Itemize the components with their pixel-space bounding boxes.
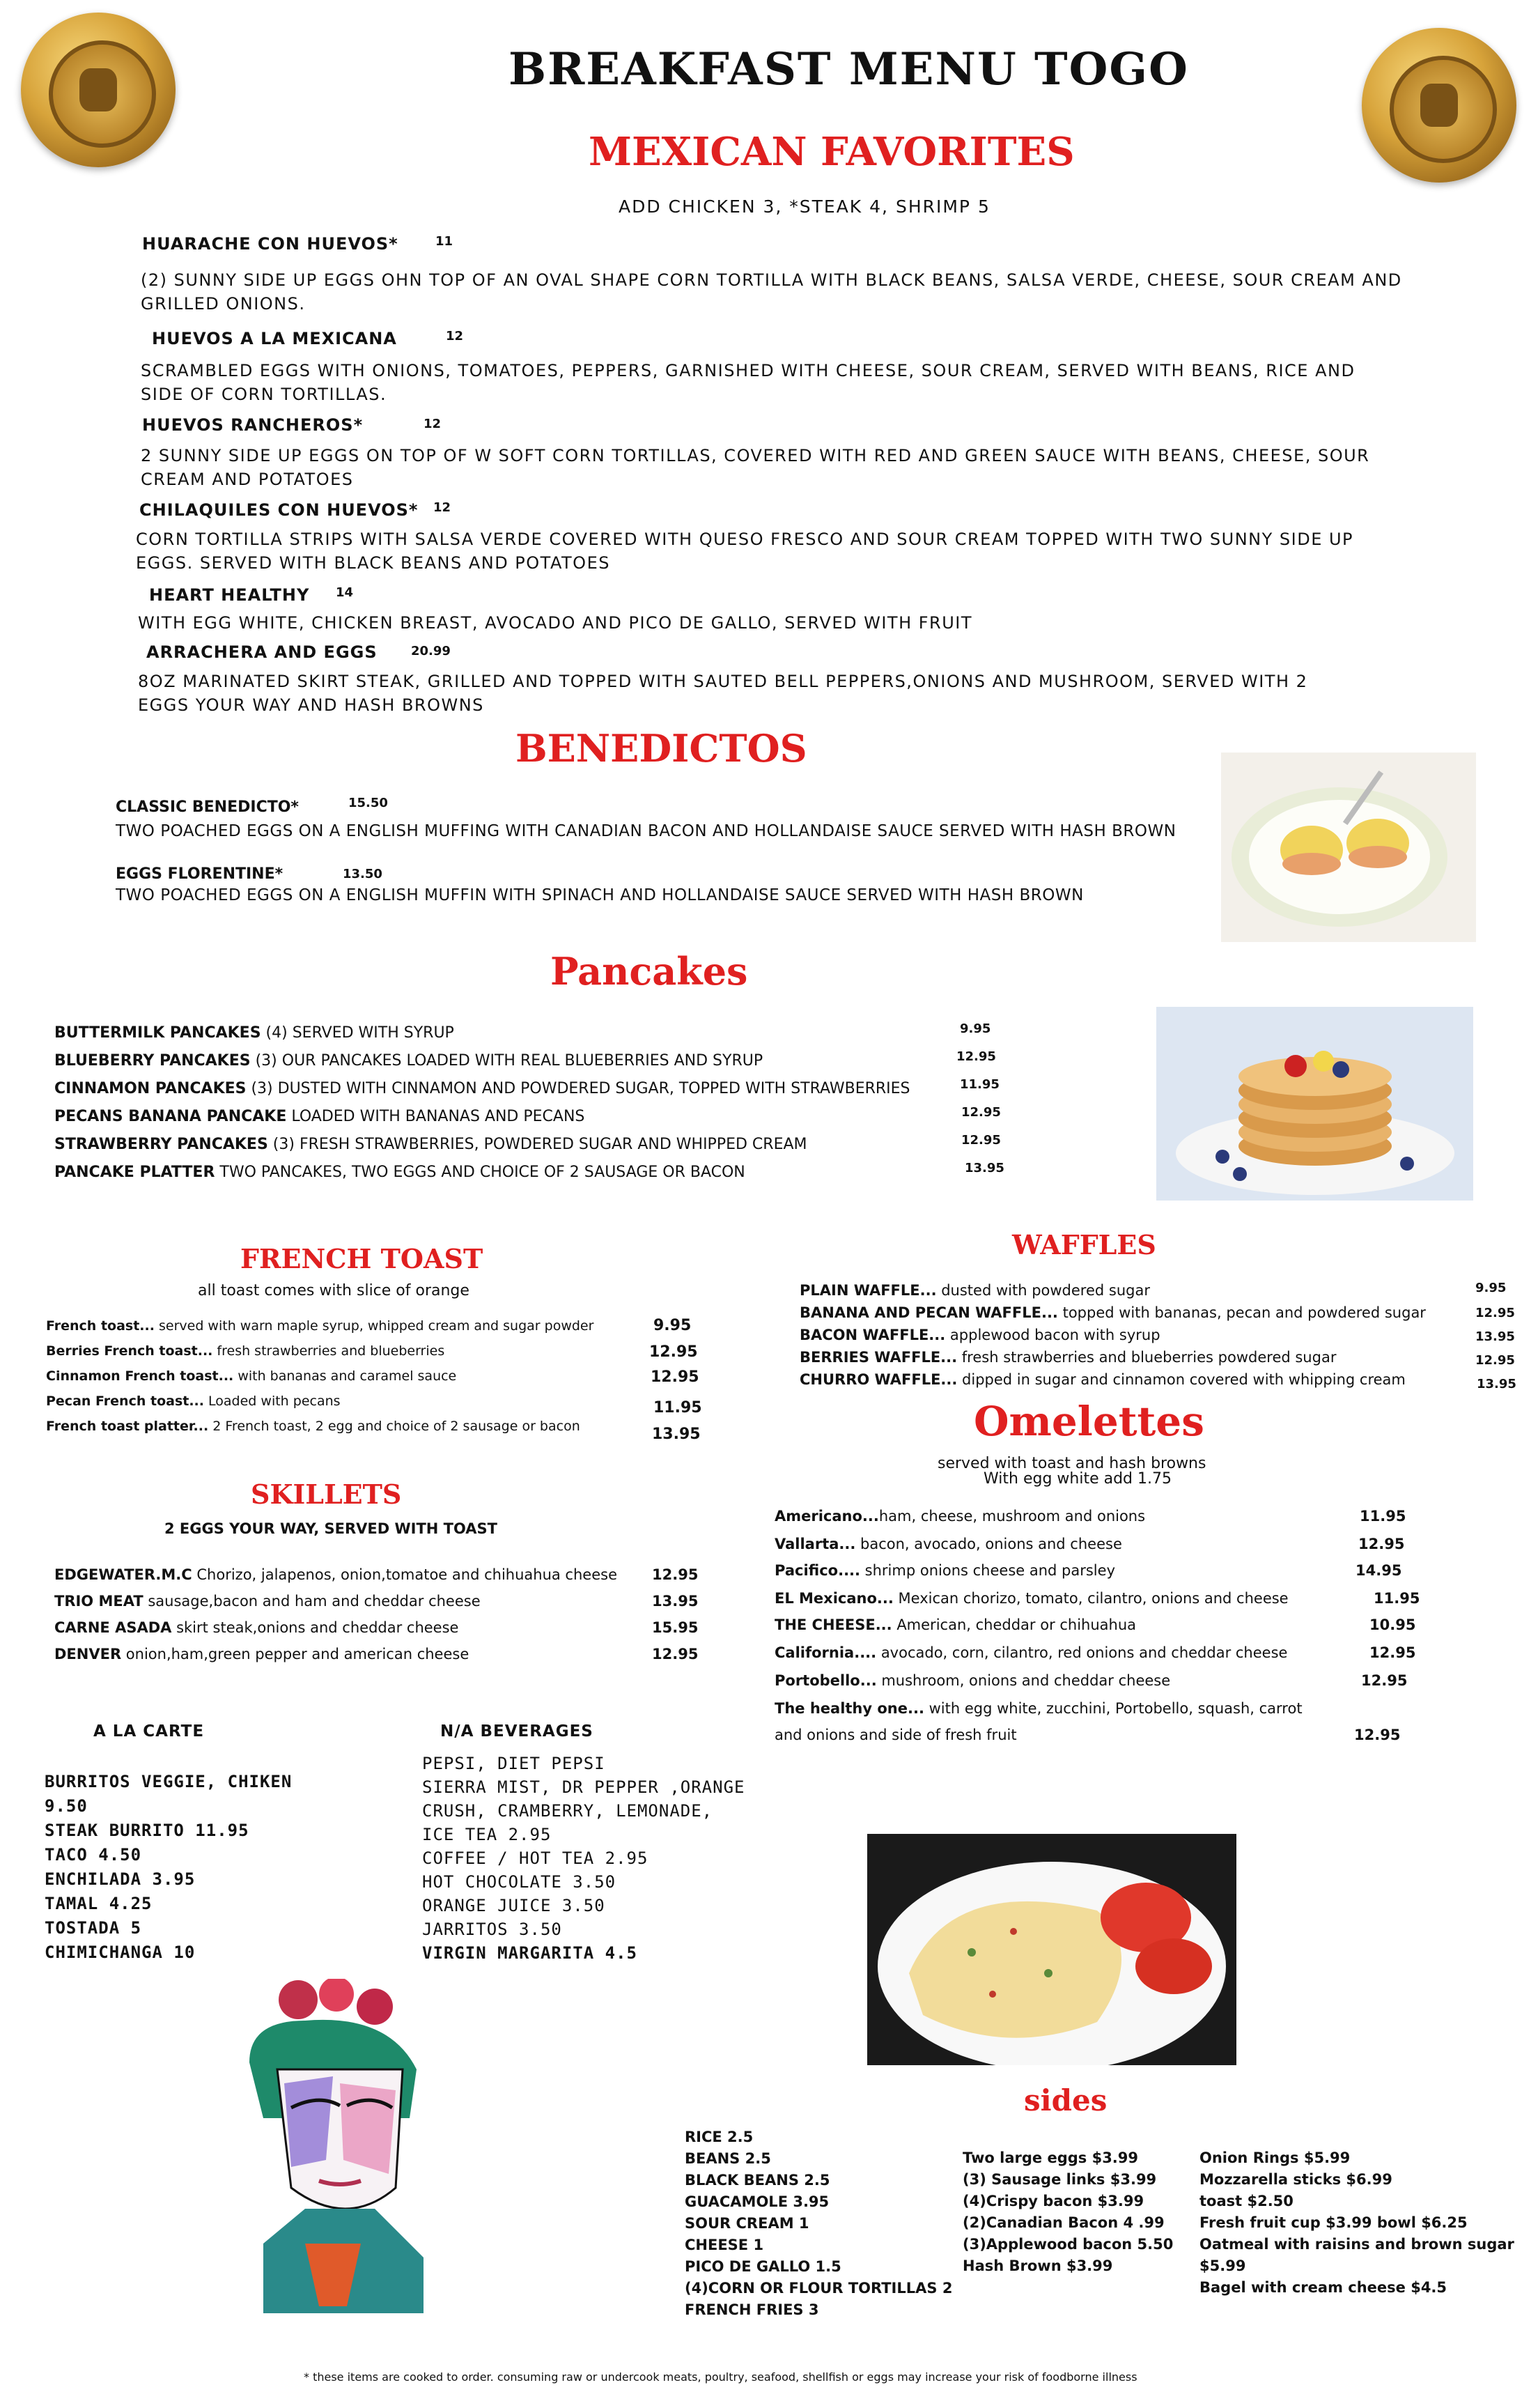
item-price: 12.95	[651, 1368, 699, 1386]
item-price: 13.95	[1475, 1329, 1515, 1344]
item-name: Pecan French toast...	[46, 1394, 204, 1409]
list-item: COFFEE / HOT TEA 2.95	[422, 1849, 648, 1868]
item-price: 15.50	[348, 796, 388, 810]
item-description: dusted with powdered sugar	[936, 1282, 1150, 1299]
list-item: GUACAMOLE 3.95	[685, 2193, 830, 2210]
item-name: HEART HEALTHY	[149, 585, 310, 605]
eggs-benedict-photo	[1221, 752, 1476, 942]
item-name: Pacifico....	[775, 1562, 860, 1579]
item-description: CREAM AND POTATOES	[141, 470, 354, 489]
item-description: (2) SUNNY SIDE UP EGGS OHN TOP OF AN OVAL SHAPE CORN TORTILLA WITH BLACK BEANS, SALSA VERDE, CHEESE, SOUR CREAM AND	[141, 270, 1402, 290]
item-price: 12.95	[961, 1133, 1001, 1148]
waffle-item	[800, 1327, 1160, 1344]
item-price: 12.95	[649, 1343, 698, 1361]
waffle-item	[800, 1282, 1150, 1299]
item-name: Portobello...	[775, 1672, 877, 1689]
item-description: and onions and side of fresh fruit	[775, 1727, 1017, 1743]
item-price: 11.95	[653, 1399, 702, 1417]
item-price: 11.95	[960, 1077, 1000, 1092]
item-name: CARNE ASADA	[54, 1619, 172, 1636]
item-name: DENVER	[54, 1646, 122, 1662]
item-price: 10.95	[1369, 1616, 1416, 1633]
item-description: 8OZ MARINATED SKIRT STEAK, GRILLED AND TOPPED WITH SAUTED BELL PEPPERS,ONIONS AND MUSHROOM, SERVED WITH 2	[138, 672, 1308, 691]
item-description: avocado, corn, cilantro, red onions and cheddar cheese	[876, 1644, 1288, 1661]
list-item: Oatmeal with raisins and brown sugar	[1199, 2236, 1514, 2253]
item-description: bacon, avocado, onions and cheese	[855, 1536, 1122, 1552]
item-description: American, cheddar or chihuahua	[892, 1616, 1137, 1633]
item-description: with bananas and caramel sauce	[233, 1368, 457, 1384]
list-item: toast $2.50	[1199, 2193, 1294, 2209]
item-name: Americano...	[775, 1508, 879, 1525]
item-price: 12.95	[1475, 1353, 1515, 1368]
item-description: TWO POACHED EGGS ON A ENGLISH MUFFIN WITH SPINACH AND HOLLANDAISE SAUCE SERVED WITH HASH BROWN	[116, 886, 1084, 904]
item-description: 2 French toast, 2 egg and choice of 2 sausage or bacon	[208, 1419, 580, 1434]
french-toast-heading: FRENCH TOAST	[240, 1243, 483, 1274]
list-item: ENCHILADA 3.95	[45, 1869, 196, 1889]
item-name: Vallarta...	[775, 1536, 856, 1552]
aztec-calendar-coin-right	[1362, 28, 1516, 183]
omelettes-note: served with toast and hash browns	[938, 1455, 1206, 1472]
item-description: applewood bacon with syrup	[945, 1327, 1160, 1343]
item-price: 13.95	[652, 1426, 701, 1443]
french-toast-item	[46, 1419, 580, 1435]
skillets-heading: SKILLETS	[251, 1479, 402, 1510]
pancake-item	[54, 1080, 910, 1098]
french-toast-item	[46, 1343, 444, 1359]
item-description: shrimp onions cheese and parsley	[860, 1562, 1115, 1579]
list-item: BURRITOS VEGGIE, CHIKEN	[45, 1772, 293, 1791]
list-item: ICE TEA 2.95	[422, 1825, 552, 1844]
item-price: 9.95	[653, 1317, 692, 1334]
list-item: Fresh fruit cup $3.99 bowl $6.25	[1199, 2214, 1468, 2231]
item-description: LOADED WITH BANANAS AND PECANS	[286, 1108, 585, 1125]
item-description: TWO PANCAKES, TWO EGGS AND CHOICE OF 2 SAUSAGE OR BACON	[215, 1164, 745, 1181]
pancake-item	[54, 1052, 763, 1070]
list-item: HOT CHOCOLATE 3.50	[422, 1872, 616, 1892]
item-description: dipped in sugar and cinnamon covered with whipping cream	[957, 1371, 1406, 1388]
item-price: 9.95	[1475, 1281, 1507, 1295]
item-description: (3) OUR PANCAKES LOADED WITH REAL BLUEBERRIES AND SYRUP	[250, 1052, 763, 1070]
omelette-item	[775, 1644, 1287, 1662]
item-name: BLUEBERRY PANCAKES	[54, 1052, 251, 1070]
waffles-heading: WAFFLES	[1012, 1229, 1156, 1260]
item-description: WITH EGG WHITE, CHICKEN BREAST, AVOCADO AND PICO DE GALLO, SERVED WITH FRUIT	[138, 613, 973, 633]
item-price: 13.95	[652, 1593, 699, 1610]
item-name: EL Mexicano...	[775, 1590, 894, 1607]
item-name: French toast platter...	[46, 1419, 209, 1434]
item-description: (3) FRESH STRAWBERRIES, POWDERED SUGAR AND WHIPPED CREAM	[267, 1136, 807, 1153]
item-name: Cinnamon French toast...	[46, 1368, 234, 1384]
item-price: 12.95	[1358, 1536, 1405, 1552]
omelette-item	[775, 1727, 1017, 1744]
item-price: 12.95	[1361, 1672, 1408, 1689]
french-toast-item	[46, 1368, 456, 1384]
item-name: THE CHEESE...	[775, 1616, 892, 1633]
list-item: (3)Applewood bacon 5.50	[963, 2236, 1174, 2253]
list-item: 9.50	[45, 1796, 88, 1816]
waffle-item	[800, 1304, 1426, 1322]
item-description: fresh strawberries and blueberries powdered sugar	[957, 1349, 1337, 1366]
beverages-heading: N/A BEVERAGES	[440, 1722, 593, 1741]
french-toast-item	[46, 1394, 341, 1410]
list-item: SOUR CREAM 1	[685, 2215, 809, 2232]
list-item: (2)Canadian Bacon 4 .99	[963, 2214, 1165, 2231]
omelette-item	[775, 1536, 1122, 1553]
item-price: 12.95	[1354, 1727, 1401, 1743]
omelette-item	[775, 1590, 1289, 1607]
a-la-carte-heading: A LA CARTE	[93, 1722, 205, 1741]
item-description: GRILLED ONIONS.	[141, 294, 306, 314]
item-price: 20.99	[411, 644, 451, 658]
item-description: with egg white, zucchini, Portobello, squash, carrot	[924, 1700, 1303, 1717]
item-name: HUEVOS RANCHEROS*	[142, 415, 364, 435]
item-name: BANANA AND PECAN WAFFLE...	[800, 1304, 1058, 1321]
omelette-item	[775, 1616, 1136, 1634]
item-description: skirt steak,onions and cheddar cheese	[171, 1619, 459, 1636]
item-price: 12.95	[652, 1646, 699, 1662]
sides-heading: sides	[1024, 2083, 1108, 2117]
omelette-item	[775, 1508, 1145, 1525]
item-description: onion,ham,green pepper and american cheese	[121, 1646, 469, 1662]
list-item: Two large eggs $3.99	[963, 2150, 1139, 2166]
list-item: (4)Crispy bacon $3.99	[963, 2193, 1144, 2209]
item-name: French toast...	[46, 1318, 155, 1334]
omelettes-note: With egg white add 1.75	[984, 1470, 1172, 1488]
item-price: 13.95	[1477, 1377, 1516, 1391]
skillet-item	[54, 1646, 469, 1663]
item-description: (4) SERVED WITH SYRUP	[261, 1024, 454, 1042]
item-price: 9.95	[960, 1021, 991, 1036]
list-item: RICE 2.5	[685, 2129, 754, 2145]
item-name: BACON WAFFLE...	[800, 1327, 946, 1343]
item-name: California....	[775, 1644, 877, 1661]
frida-portrait-illustration	[222, 1979, 456, 2327]
pancake-item	[54, 1164, 745, 1182]
item-price: 11.95	[1374, 1590, 1420, 1607]
item-name: HUEVOS A LA MEXICANA	[152, 329, 397, 348]
benedictos-heading: BENEDICTOS	[515, 726, 807, 771]
item-description: Mexican chorizo, tomato, cilantro, onions and cheese	[893, 1590, 1289, 1607]
omelette-item	[775, 1700, 1303, 1718]
skillet-item	[54, 1619, 458, 1637]
list-item: STEAK BURRITO 11.95	[45, 1821, 249, 1840]
omelette-item	[775, 1562, 1115, 1580]
list-item: Bagel with cream cheese $4.5	[1199, 2279, 1447, 2296]
item-name: TRIO MEAT	[54, 1593, 143, 1610]
item-name: EGGS FLORENTINE*	[116, 865, 283, 883]
skillets-note: 2 EGGS YOUR WAY, SERVED WITH TOAST	[164, 1520, 497, 1537]
skillet-item	[54, 1593, 481, 1610]
item-name: PECANS BANANA PANCAKE	[54, 1108, 287, 1125]
item-name: CHURRO WAFFLE...	[800, 1371, 958, 1388]
item-price: 12.95	[652, 1566, 699, 1583]
item-description: SCRAMBLED EGGS WITH ONIONS, TOMATOES, PEPPERS, GARNISHED WITH CHEESE, SOUR CREAM, SERVED WITH BEANS, RICE AND	[141, 361, 1356, 380]
list-item: TAMAL 4.25	[45, 1894, 153, 1913]
item-description: fresh strawberries and blueberries	[212, 1343, 445, 1359]
item-name: CHILAQUILES CON HUEVOS*	[139, 500, 419, 520]
item-price: 11	[435, 234, 453, 249]
list-item: SIERRA MIST, DR PEPPER ,ORANGE	[422, 1777, 745, 1797]
item-name: The healthy one...	[775, 1700, 924, 1717]
list-item: CHEESE 1	[685, 2237, 764, 2253]
item-price: 15.95	[652, 1619, 699, 1636]
item-price: 11.95	[1360, 1508, 1406, 1525]
item-price: 13.95	[965, 1161, 1004, 1175]
list-item: JARRITOS 3.50	[422, 1920, 562, 1939]
item-description: sausage,bacon and ham and cheddar cheese	[143, 1593, 481, 1610]
list-item: CHIMICHANGA 10	[45, 1943, 196, 1962]
item-price: 12	[424, 417, 442, 431]
list-item: Onion Rings $5.99	[1199, 2150, 1351, 2166]
aztec-calendar-coin-left	[21, 13, 176, 167]
omelettes-heading: Omelettes	[974, 1398, 1204, 1445]
item-name: HUARACHE CON HUEVOS*	[142, 234, 398, 254]
pancake-item	[54, 1108, 584, 1126]
sides-column-3	[1199, 2147, 1514, 2299]
pancakes-photo	[1156, 1007, 1473, 1201]
list-item: CRUSH, CRAMBERRY, LEMONADE,	[422, 1801, 713, 1821]
list-item: PICO DE GALLO 1.5	[685, 2258, 841, 2275]
item-description: SIDE OF CORN TORTILLAS.	[141, 385, 387, 404]
a-la-carte-list	[45, 1770, 292, 1965]
list-item: BEANS 2.5	[685, 2150, 771, 2167]
list-item: TOSTADA 5	[45, 1918, 142, 1938]
item-name: ARRACHERA AND EGGS	[146, 642, 378, 662]
waffle-item	[800, 1349, 1336, 1366]
item-description: served with warn maple syrup, whipped cream and sugar powder	[154, 1318, 594, 1334]
list-item: ORANGE JUICE 3.50	[422, 1896, 605, 1915]
item-price: 14	[336, 585, 354, 600]
item-name: BUTTERMILK PANCAKES	[54, 1024, 261, 1042]
list-item: (3) Sausage links $3.99	[963, 2171, 1157, 2188]
french-toast-note: all toast comes with slice of orange	[198, 1282, 469, 1299]
item-price: 12.95	[1369, 1644, 1416, 1661]
menu-title: BREAKFAST MENU TOGO	[508, 43, 1189, 95]
item-name: Berries French toast...	[46, 1343, 213, 1359]
item-price: 14.95	[1356, 1562, 1402, 1579]
item-description: Chorizo, jalapenos, onion,tomatoe and chihuahua cheese	[192, 1566, 617, 1583]
item-name: PLAIN WAFFLE...	[800, 1282, 937, 1299]
item-description: 2 SUNNY SIDE UP EGGS ON TOP OF W SOFT CORN TORTILLAS, COVERED WITH RED AND GREEN SAUCE WITH BEANS, CHEESE, SOUR	[141, 446, 1370, 465]
item-description: topped with bananas, pecan and powdered sugar	[1057, 1304, 1426, 1321]
item-price: 12.95	[1475, 1306, 1515, 1320]
item-description: Loaded with pecans	[204, 1394, 341, 1409]
beverages-list	[422, 1752, 745, 1965]
item-name: CLASSIC BENEDICTO*	[116, 798, 299, 816]
item-description: (3) DUSTED WITH CINNAMON AND POWDERED SUGAR, TOPPED WITH STRAWBERRIES	[246, 1080, 910, 1097]
item-name: EDGEWATER.M.C	[54, 1566, 192, 1583]
list-item: Mozzarella sticks $6.99	[1199, 2171, 1392, 2188]
item-description: ham, cheese, mushroom and onions	[878, 1508, 1146, 1525]
list-item: Hash Brown $3.99	[963, 2258, 1113, 2274]
item-price: 12.95	[956, 1049, 996, 1064]
item-description: EGGS. SERVED WITH BLACK BEANS AND POTATOES	[136, 553, 610, 573]
list-item: PEPSI, DIET PEPSI	[422, 1754, 605, 1773]
omelette-photo	[867, 1834, 1236, 2065]
list-item: TACO 4.50	[45, 1845, 142, 1865]
list-item: $5.99	[1199, 2258, 1246, 2274]
item-description: EGGS YOUR WAY AND HASH BROWNS	[138, 695, 484, 715]
pancake-item	[54, 1136, 807, 1154]
item-name: STRAWBERRY PANCAKES	[54, 1136, 268, 1153]
list-item: VIRGIN MARGARITA 4.5	[422, 1943, 637, 1963]
item-name: BERRIES WAFFLE...	[800, 1349, 958, 1366]
item-name: PANCAKE PLATTER	[54, 1164, 215, 1181]
mexican-addons: ADD CHICKEN 3, *STEAK 4, SHRIMP 5	[619, 196, 991, 217]
skillet-item	[54, 1566, 617, 1584]
item-price: 13.50	[343, 867, 382, 881]
mexican-favorites-heading: MEXICAN FAVORITES	[589, 129, 1075, 175]
waffle-item	[800, 1371, 1406, 1389]
omelette-item	[775, 1672, 1170, 1690]
french-toast-item	[46, 1318, 593, 1334]
item-price: 12.95	[961, 1105, 1001, 1120]
pancakes-heading: Pancakes	[550, 949, 748, 994]
pancake-item	[54, 1024, 454, 1042]
item-price: 12	[433, 500, 451, 515]
item-description: CORN TORTILLA STRIPS WITH SALSA VERDE COVERED WITH QUESO FRESCO AND SOUR CREAM TOPPED WITH TWO SUNNY SIDE UP	[136, 530, 1354, 549]
item-name: CINNAMON PANCAKES	[54, 1080, 247, 1097]
item-price: 12	[446, 329, 464, 344]
sides-column-2	[963, 2147, 1173, 2277]
item-description: TWO POACHED EGGS ON A ENGLISH MUFFING WITH CANADIAN BACON AND HOLLANDAISE SAUCE SERVED WITH HASH BROWN	[116, 822, 1176, 840]
sides-column-1	[685, 2127, 952, 2321]
list-item: BLACK BEANS 2.5	[685, 2172, 830, 2189]
item-description: mushroom, onions and cheddar cheese	[876, 1672, 1171, 1689]
list-item: (4)CORN OR FLOUR TORTILLAS 2	[685, 2280, 953, 2297]
list-item: FRENCH FRIES 3	[685, 2301, 819, 2318]
footer-disclaimer: * these items are cooked to order. consuming raw or undercook meats, poultry, seafood, shellfish or eggs may increase your risk of foodborne illness	[304, 2370, 1137, 2384]
